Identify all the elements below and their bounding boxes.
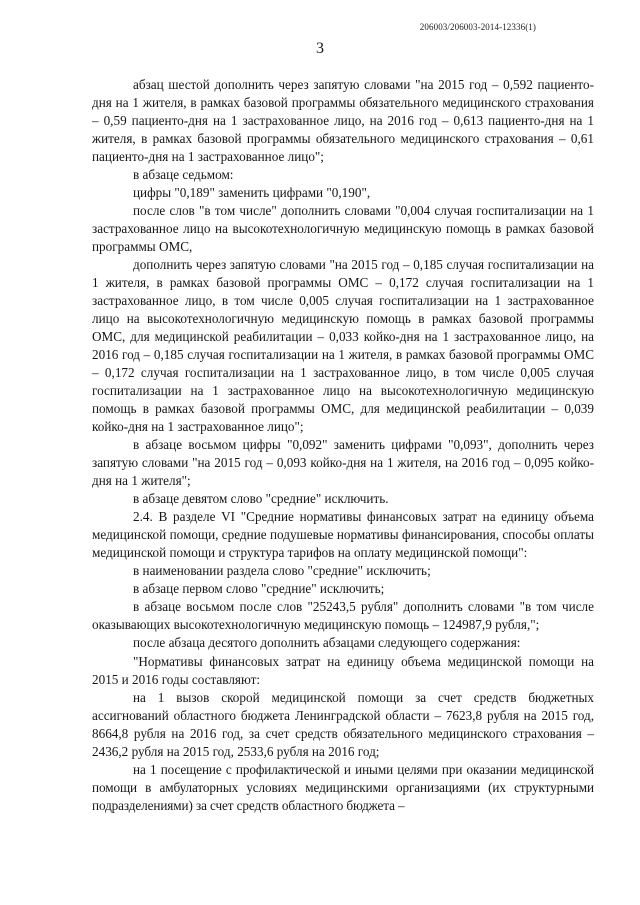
paragraph-after-abzac-10: после абзаца десятого дополнить абзацами следующего содержания: [133, 635, 521, 651]
paragraph-outpatient-visit-cost: на 1 посещение с профилактической и иными целями при оказании медицинской помощи в амбулаторных условиях медицинскими организациями (их структурными подразделениями) за счет средств областного бюджета – [92, 761, 594, 813]
paragraph-section-2-4: 2.4. В разделе VI "Средние нормативы финансовых затрат на единицу объема медицинской помощи, средние подушевые нормативы финансирования, способы оплаты медицинской помощи и структура тарифов на оплату медицинской помощи": [92, 509, 594, 561]
paragraph-abzac-9: в абзаце девятом слово "средние" исключить. [133, 491, 389, 507]
paragraph-replace-digits-0190: цифры "0,189" заменить цифрами "0,190", [133, 185, 371, 201]
paragraph-abzac-8: в абзаце восьмом цифры "0,092" заменить цифрами "0,093", дополнить через запятую словами "на 2015 год – 0,093 койко-дня на 1 жителя, на 2016 год – 0,095 койко-дня на 1 жителя"; [92, 437, 594, 489]
paragraph-abzac-8-addition: в абзаце восьмом после слов "25243,5 рубля" дополнить словами "в том числе оказывающих высокотехнологичную медицинскую помощь – 124987,9 рубля,"; [92, 599, 594, 633]
document-body [92, 76, 594, 815]
paragraph-abzac-6: абзац шестой дополнить через запятую словами "на 2015 год – 0,592 пациенто-дня на 1 жителя, в рамках базовой программы обязательного медицинского страхования – 0,59 пациенто-дня на 1 застрахованное лицо, на 2016 год – 0,613 пациенто-дня на 1 жителя, в рамках базовой программы обязательного медицинского страхования – 0,61 пациенто-дня на 1 застрахованное лицо"; [92, 77, 594, 165]
paragraph-ambulance-cost: на 1 вызов скорой медицинской помощи за счет средств бюджетных ассигнований областного бюджета Ленинградской области – 7623,8 рубля на 2015 год, 8664,8 рубля на 2016 год, за счет средств обязательного медицинского страхования – 2436,2 рубля на 2015 год, 2533,6 рубля на 2016 год; [92, 689, 594, 759]
page-number: 3 [316, 40, 324, 57]
paragraph-hospitalization-addition: после слов "в том числе" дополнить словами "0,004 случая госпитализации на 1 застрахованное лицо на высокотехнологичную медицинскую помощь в рамках базовой программы ОМС, [92, 203, 594, 255]
paragraph-hospitalization-2015-2016: дополнить через запятую словами "на 2015 год – 0,185 случая госпитализации на 1 жителя, в рамках базовой программы ОМС – 0,172 случая госпитализации на 1 застрахованное лицо, в том числе 0,005 случая госпитализации на 1 застрахованное лицо на высокотехнологичную медицинскую помощь в рамках базовой программы ОМС, для медицинской реабилитации – 0,033 койко-дня на 1 застрахованное лицо, на 2016 год – 0,185 случая госпитализации на 1 жителя, в рамках базовой программы ОМС – 0,172 случая госпитализации на 1 застрахованное лицо, в том числе 0,005 случая госпитализации на 1 застрахованное лицо на высокотехнологичную медицинскую помощь в рамках базовой программы ОМС, для медицинской реабилитации – 0,039 койко-дня на 1 застрахованное лицо"; [92, 257, 594, 435]
paragraph-section-title-change: в наименовании раздела слово "средние" исключить; [133, 563, 431, 579]
document-registration-number: 206003/206003-2014-12336(1) [419, 22, 536, 32]
paragraph-normatives-intro: "Нормативы финансовых затрат на единицу объема медицинской помощи на 2015 и 2016 годы составляют: [92, 653, 594, 687]
paragraph-abzac-1-change: в абзаце первом слово "средние" исключить; [133, 581, 385, 597]
paragraph-abzac-7-intro: в абзаце седьмом: [133, 167, 234, 183]
